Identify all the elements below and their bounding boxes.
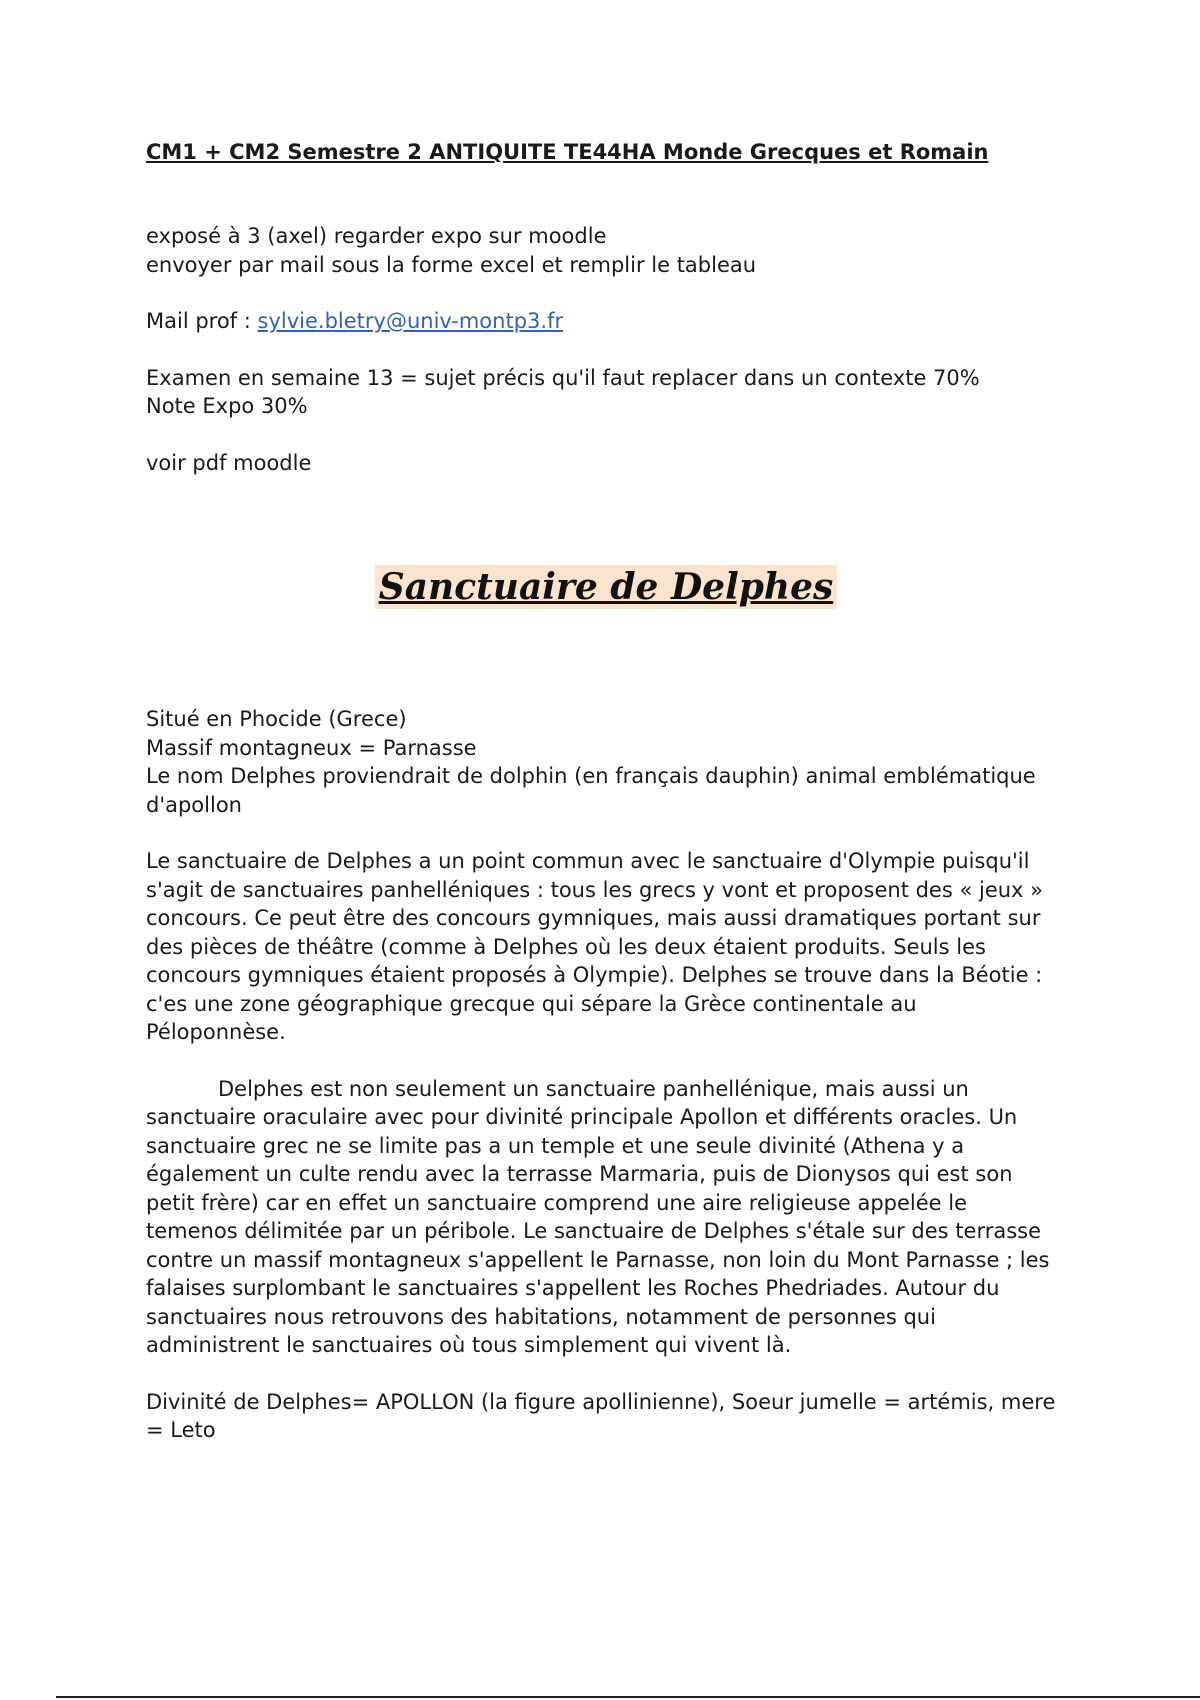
mail-label: Mail prof : bbox=[146, 309, 258, 333]
professor-mail bbox=[146, 307, 1056, 336]
paragraph-panhellenic: Le sanctuaire de Delphes a un point commun avec le sanctuaire d'Olympie puisqu'il s'agit de sanctuaires panhelléniques : tous les grecs y vont et proposent des « jeux » concours. Ce peut être des concours gymniques, mais aussi dramatiques portant sur des pièces de théâtre (comme à Delphes où les deux étaient produits. Seuls les concours gymniques étaient proposés à Olympie). Delphes se trouve dans la Béotie : c'es une zone géographique grecque qui sépare la Grèce continentale au Péloponnèse. bbox=[146, 849, 1044, 1044]
paragraph-oracular: Delphes est non seulement un sanctuaire panhellénique, mais aussi un sanctuaire oraculaire avec pour divinité principale Apollon et différents oracles. Un sanctuaire grec ne se limite pas a un temple et une seule divinité (Athena y a également un culte rendu avec la terrasse Marmaria, puis de Dionysos qui est son petit frère) car en effet un sanctuaire comprend une aire religieuse appelée le temenos délimitée par un péribole. Le sanctuaire de Delphes s'étale sur des terrasse contre un massif montagneux s'appellent le Parnasse, non loin du Mont Parnasse ; les falaises surplombant le sanctuaires s'appellent les Roches Phedriades. Autour du sanctuaires nous retrouvons des habitations, notamment de personnes qui administrent le sanctuaires où tous simplement qui vivent là. bbox=[146, 1076, 1050, 1357]
assignment-line-mail: envoyer par mail sous la forme excel et remplir le tableau bbox=[146, 252, 757, 277]
fact-phocide: Situé en Phocide (Grece) bbox=[146, 707, 407, 731]
section-heading-wrap bbox=[146, 565, 1056, 609]
professor-email-link[interactable]: sylvie.bletry@univ-montp3.fr bbox=[257, 309, 564, 333]
fact-parnasse: Massif montagneux = Parnasse bbox=[146, 735, 477, 760]
assignment-notes bbox=[146, 222, 1056, 279]
grading-info bbox=[146, 364, 1056, 421]
assignment-line-expo: exposé à 3 (axel) regarder expo sur moodle bbox=[146, 224, 607, 248]
page-bottom-rule bbox=[56, 1696, 1200, 1698]
document-content bbox=[146, 138, 1056, 1473]
note-expo-line: Note Expo 30% bbox=[146, 394, 308, 418]
divinity-line: Divinité de Delphes= APOLLON (la figure apollinienne), Soeur jumelle = artémis, mere = Leto bbox=[146, 1389, 1056, 1442]
section-heading: Sanctuaire de Delphes bbox=[375, 565, 838, 609]
course-title: CM1 + CM2 Semestre 2 ANTIQUITE TE44HA Monde Grecques et Romain bbox=[146, 140, 989, 164]
pdf-note: voir pdf moodle bbox=[146, 450, 312, 475]
location-facts bbox=[146, 705, 1056, 819]
fact-name-origin: Le nom Delphes proviendrait de dolphin (en français dauphin) animal emblématique d'apollon bbox=[146, 764, 1036, 817]
exam-line: Examen en semaine 13 = sujet précis qu'il faut replacer dans un contexte 70% bbox=[146, 365, 980, 390]
